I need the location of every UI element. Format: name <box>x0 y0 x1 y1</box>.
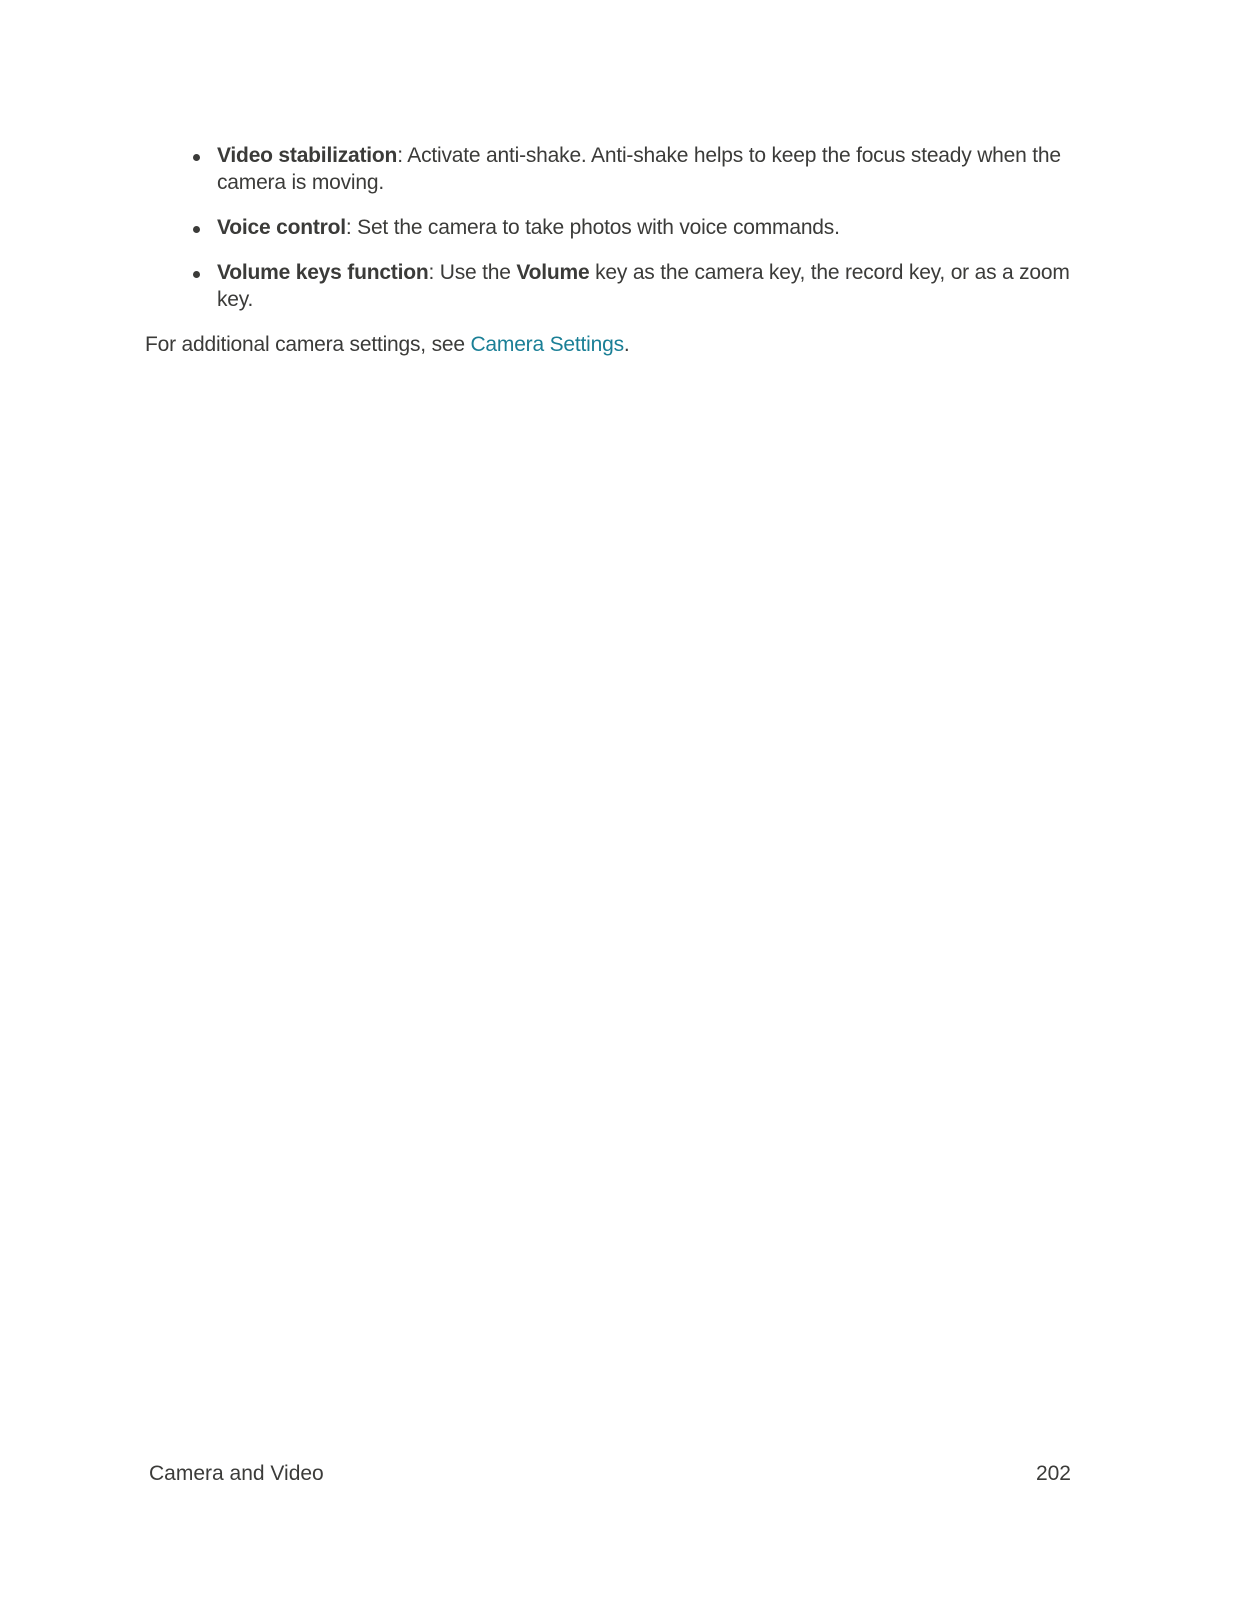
setting-description: : Activate anti-shake. Anti-shake helps to keep the focus steady when the camera is moving. <box>217 144 1061 194</box>
bullet-icon <box>193 271 200 278</box>
key-name: Volume <box>516 261 590 284</box>
bullet-icon <box>193 154 200 161</box>
setting-description: : Set the camera to take photos with voice commands. <box>345 216 840 239</box>
list-item <box>145 214 1085 241</box>
setting-term: Video stabilization <box>217 144 398 167</box>
page-number: 202 <box>1035 1462 1071 1485</box>
setting-description: : Use the <box>428 261 517 284</box>
additional-text: For additional camera settings, see <box>145 333 471 356</box>
camera-settings-link[interactable]: Camera Settings <box>470 333 624 356</box>
bullet-icon <box>193 226 200 233</box>
setting-term: Volume keys function <box>217 261 429 284</box>
footer-section-name: Camera and Video <box>149 1462 324 1485</box>
page-content <box>145 142 1085 358</box>
list-item <box>145 259 1085 313</box>
additional-period: . <box>623 333 630 356</box>
setting-description-continued: key as the camera key, the record key, or as a zoom key. <box>217 261 1070 311</box>
additional-settings-paragraph <box>145 331 1085 358</box>
list-item <box>145 142 1085 196</box>
settings-list <box>145 142 1085 313</box>
setting-term: Voice control <box>217 216 346 239</box>
